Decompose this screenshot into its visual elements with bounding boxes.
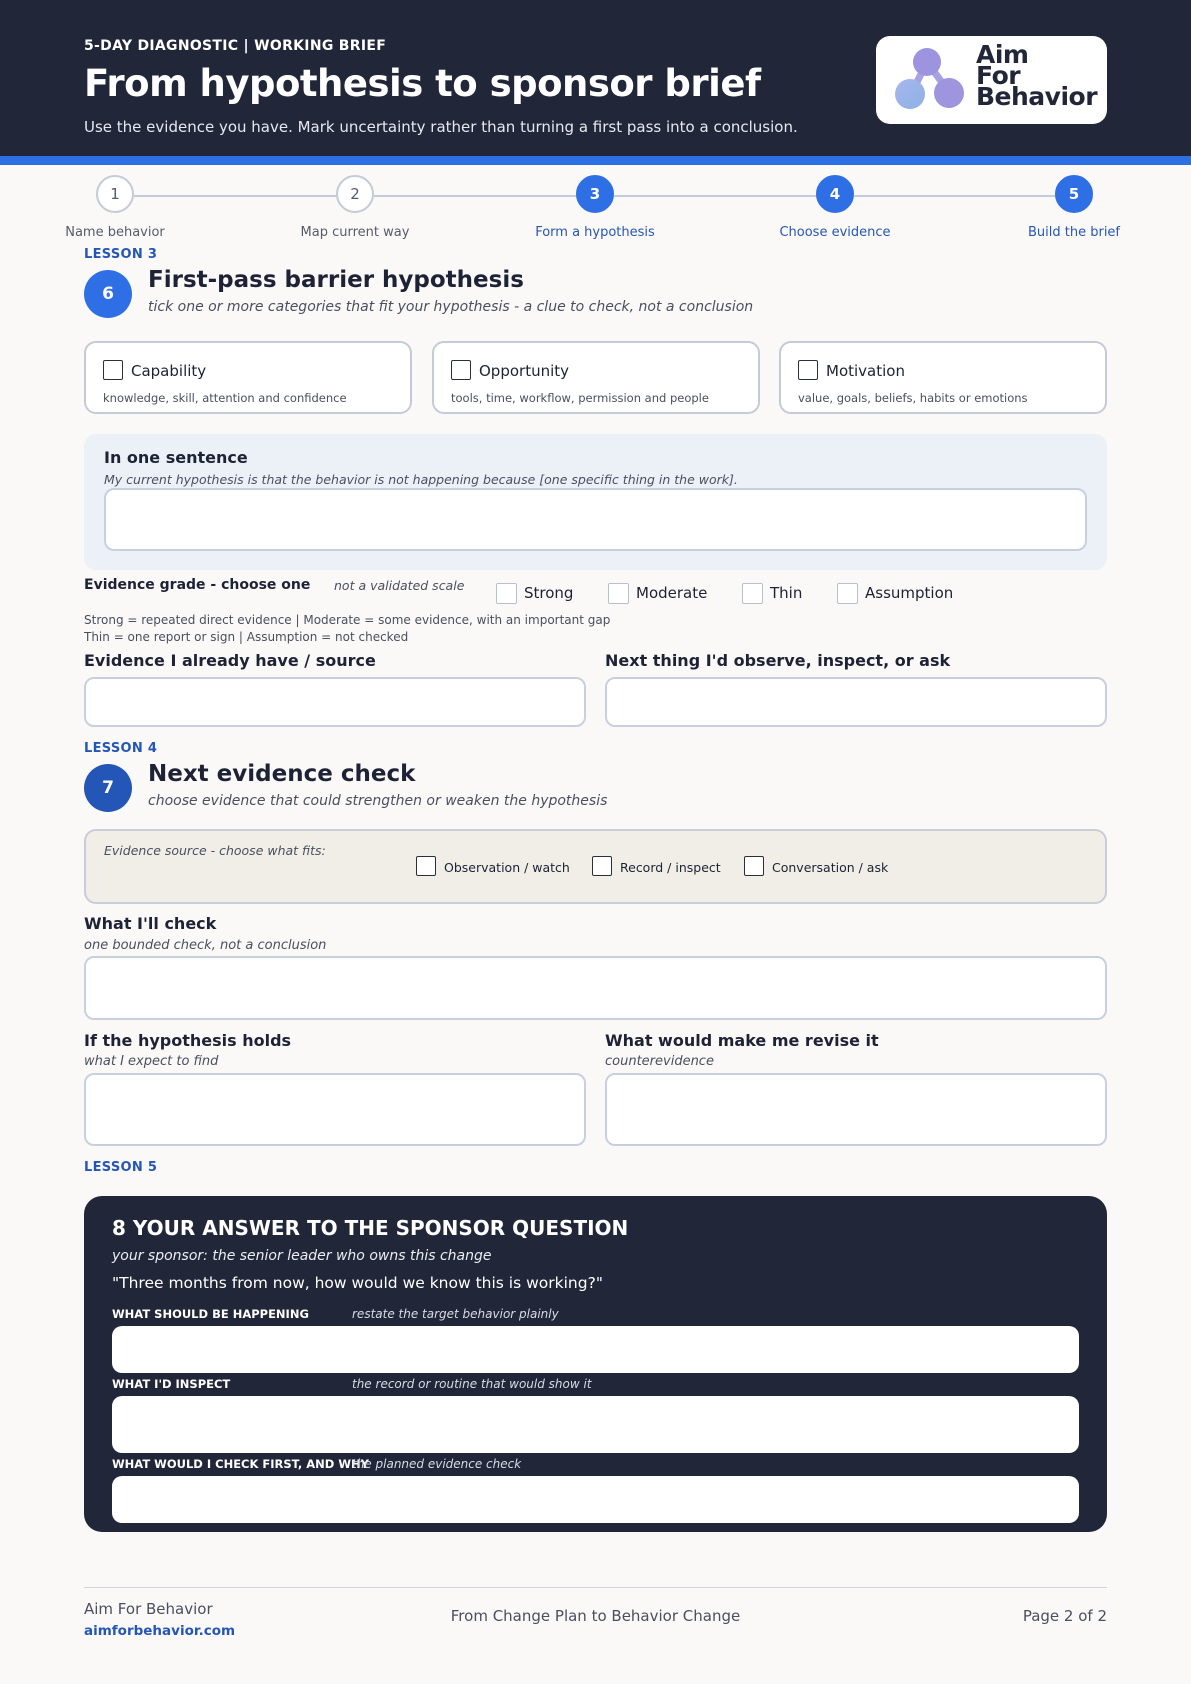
grade-option-label: Thin: [770, 584, 803, 602]
step-number: 2: [336, 175, 374, 213]
sponsor-row-label: WHAT I'D INSPECT: [112, 1377, 231, 1391]
grade-key: Thin = one report or sign | Assumption = not checked: [84, 630, 409, 644]
what-id-inspect-field[interactable]: [112, 1396, 1079, 1453]
sponsor-row-label: WHAT WOULD I CHECK FIRST, AND WHY: [112, 1457, 369, 1471]
category-capability[interactable]: [84, 341, 412, 414]
sentence-title: In one sentence: [104, 448, 248, 467]
source-option-label: Conversation / ask: [772, 860, 889, 875]
category-desc: knowledge, skill, attention and confidence: [103, 391, 347, 405]
checkbox[interactable]: [416, 856, 436, 876]
grade-option-label: Moderate: [636, 584, 708, 602]
checkbox[interactable]: [744, 856, 764, 876]
lesson-tag: LESSON 3: [84, 247, 158, 262]
step-3: [525, 175, 665, 240]
category-name: Capability: [131, 362, 207, 380]
page-subtitle: Use the evidence you have. Mark uncertainty rather than turning a first pass into a conclusion.: [84, 118, 798, 136]
step-5: [1004, 175, 1144, 240]
footer-divider: [84, 1587, 1107, 1588]
check-label: What I'll check: [84, 914, 217, 933]
header-banner: [0, 0, 1191, 156]
category-motivation[interactable]: [779, 341, 1107, 414]
check-first-field[interactable]: [112, 1476, 1079, 1523]
section-title: First-pass barrier hypothesis: [148, 267, 524, 293]
section-subtitle: tick one or more categories that fit your hypothesis - a clue to check, not a conclusion: [148, 299, 754, 315]
holds-label: If the hypothesis holds: [84, 1031, 292, 1050]
footer-link[interactable]: aimforbehavior.com: [84, 1623, 236, 1639]
source-option-label: Observation / watch: [444, 860, 570, 875]
category-name: Motivation: [826, 362, 905, 380]
section-number: 7: [84, 764, 132, 812]
checkbox[interactable]: [592, 856, 612, 876]
logo-line: Aim: [976, 40, 1029, 69]
evidence-source-panel: [84, 829, 1107, 904]
category-opportunity[interactable]: [432, 341, 760, 414]
category-desc: value, goals, beliefs, habits or emotions: [798, 391, 1028, 405]
evidence-source-prompt: Evidence source - choose what fits:: [104, 843, 326, 858]
step-label: Name behavior: [65, 225, 165, 240]
what-ill-check-field[interactable]: [84, 956, 1107, 1020]
footer-brand: Aim For Behavior: [84, 1600, 213, 1618]
logo-mark-icon: [892, 46, 968, 114]
page-number: Page 2 of 2: [1022, 1607, 1107, 1625]
header-eyebrow: 5-DAY DIAGNOSTIC | WORKING BRIEF: [84, 38, 387, 54]
footer-tagline: From Change Plan to Behavior Change: [450, 1607, 741, 1625]
category-name: Opportunity: [479, 362, 570, 380]
page-title: From hypothesis to sponsor brief: [84, 62, 761, 105]
checkbox[interactable]: [798, 360, 818, 380]
sponsor-subtitle: your sponsor: the senior leader who owns this change: [112, 1248, 492, 1264]
progress-stepper: [0, 175, 1191, 245]
revise-label: What would make me revise it: [605, 1031, 879, 1050]
sponsor-question: "Three months from now, how would we know this is working?": [112, 1274, 603, 1292]
revise-field[interactable]: [605, 1073, 1107, 1146]
step-label: Map current way: [300, 225, 410, 240]
sponsor-row-label: WHAT SHOULD BE HAPPENING: [112, 1307, 309, 1321]
checkbox[interactable]: [103, 360, 123, 380]
sponsor-row-hint: restate the target behavior plainly: [352, 1307, 559, 1321]
evidence-have-field[interactable]: [84, 677, 586, 727]
step-number: 4: [816, 175, 854, 213]
what-should-be-happening-field[interactable]: [112, 1326, 1079, 1373]
step-1: [45, 175, 185, 240]
header-accent-stripe: [0, 156, 1191, 165]
grade-key: Strong = repeated direct evidence | Moderate = some evidence, with an important gap: [84, 613, 611, 627]
checkbox[interactable]: [496, 583, 517, 604]
sponsor-answer-panel: [84, 1196, 1107, 1532]
evidence-grade-label: Evidence grade - choose one: [84, 577, 311, 593]
step-number: 3: [576, 175, 614, 213]
sponsor-row-hint: the planned evidence check: [352, 1457, 522, 1471]
sentence-prompt: My current hypothesis is that the behavior is not happening because [one specific thing in the work].: [104, 472, 738, 487]
check-hint: one bounded check, not a conclusion: [84, 938, 327, 953]
sentence-panel: [84, 434, 1107, 570]
logo-line: For: [976, 61, 1021, 90]
revise-hint: counterevidence: [605, 1054, 714, 1069]
next-thing-label: Next thing I'd observe, inspect, or ask: [605, 651, 951, 670]
sponsor-title: 8 YOUR ANSWER TO THE SPONSOR QUESTION: [112, 1216, 629, 1240]
checkbox[interactable]: [608, 583, 629, 604]
checkbox[interactable]: [451, 360, 471, 380]
step-label: Build the brief: [1027, 225, 1120, 240]
source-option-label: Record / inspect: [620, 860, 721, 875]
checkbox[interactable]: [837, 583, 858, 604]
next-thing-field[interactable]: [605, 677, 1107, 727]
hypothesis-sentence-field[interactable]: [104, 488, 1087, 551]
logo: [876, 36, 1107, 124]
section-number: 6: [84, 270, 132, 318]
step-2: [285, 175, 425, 240]
category-desc: tools, time, workflow, permission and people: [451, 391, 709, 405]
holds-hint: what I expect to find: [84, 1054, 219, 1069]
sponsor-row-hint: the record or routine that would show it: [352, 1377, 592, 1391]
logo-line: Behavior: [976, 82, 1098, 111]
step-number: 1: [96, 175, 134, 213]
lesson-tag: LESSON 5: [84, 1160, 158, 1175]
grade-option-label: Strong: [524, 584, 574, 602]
section-subtitle: choose evidence that could strengthen or weaken the hypothesis: [148, 793, 608, 809]
step-label: Choose evidence: [779, 225, 891, 240]
evidence-grade-note: not a validated scale: [334, 578, 465, 593]
checkbox[interactable]: [742, 583, 763, 604]
lesson-tag: LESSON 4: [84, 741, 158, 756]
step-4: [765, 175, 905, 240]
step-label: Form a hypothesis: [535, 225, 655, 240]
evidence-have-label: Evidence I already have / source: [84, 651, 376, 670]
logo-wordmark: [976, 40, 1098, 111]
grade-option-label: Assumption: [865, 584, 954, 602]
hypothesis-holds-field[interactable]: [84, 1073, 586, 1146]
step-number: 5: [1055, 175, 1093, 213]
section-title: Next evidence check: [148, 761, 416, 787]
